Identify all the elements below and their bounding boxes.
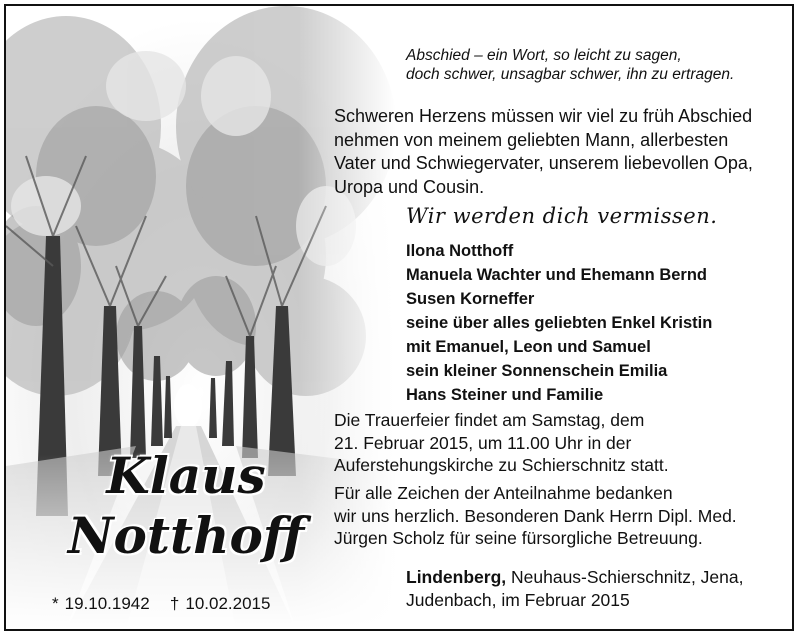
last-name: Notthoff (67, 506, 305, 565)
place-town: Lindenberg, (406, 567, 507, 587)
place-date: Judenbach, im Februar 2015 (406, 590, 630, 610)
mourners-list (406, 239, 712, 407)
service-line: Die Trauerfeier findet am Samstag, dem (334, 410, 645, 430)
funeral-service-info (334, 409, 669, 477)
mourner: seine über alles geliebten Enkel Kristin (406, 314, 713, 332)
intro-line: nehmen von meinem geliebten Mann, allerbesten (334, 129, 729, 150)
miss-heading: Wir werden dich vermissen. (406, 204, 718, 228)
mourner: sein kleiner Sonnenschein Emilia (406, 362, 668, 380)
life-dates (52, 594, 276, 614)
birth-date: 19.10.1942 (64, 594, 150, 613)
mourner: Hans Steiner und Familie (406, 386, 604, 404)
thanks-line: Jürgen Scholz für seine fürsorgliche Betreuung. (334, 528, 703, 548)
place-towns: Neuhaus-Schierschnitz, Jena, (506, 567, 744, 587)
intro-line: Schweren Herzens müssen wir viel zu früh Abschied (334, 106, 753, 126)
intro-line: Vater und Schwiegervater, unserem liebevollen Opa, (334, 153, 753, 173)
mourner: Manuela Wachter und Ehemann Bernd (406, 266, 708, 284)
quote-line: Abschied – ein Wort, so leicht zu sagen, (406, 47, 682, 64)
thanks-paragraph (334, 482, 737, 550)
death-date: 10.02.2015 (185, 594, 271, 613)
obituary-notice (4, 4, 794, 631)
birth-symbol: * (52, 594, 59, 613)
place-and-date (406, 566, 743, 612)
service-line: Auferstehungskirche zu Schierschnitz statt. (334, 455, 669, 475)
mourner: mit Emanuel, Leon und Samuel (406, 338, 651, 356)
farewell-quote (406, 46, 734, 84)
deceased-name (46, 448, 326, 566)
quote-line: doch schwer, unsagbar schwer, ihn zu ertragen. (406, 66, 735, 83)
first-name: Klaus (106, 446, 266, 505)
mourner: Ilona Notthoff (406, 242, 514, 260)
thanks-line: Für alle Zeichen der Anteilnahme bedanken (334, 483, 673, 503)
intro-line: Uropa und Cousin. (334, 176, 485, 197)
thanks-line: wir uns herzlich. Besonderen Dank Herrn Dipl. Med. (334, 505, 737, 526)
mourner: Susen Korneffer (406, 290, 535, 308)
intro-paragraph (334, 105, 753, 199)
death-symbol: † (169, 594, 180, 613)
service-line: 21. Februar 2015, um 11.00 Uhr in der (334, 432, 632, 453)
